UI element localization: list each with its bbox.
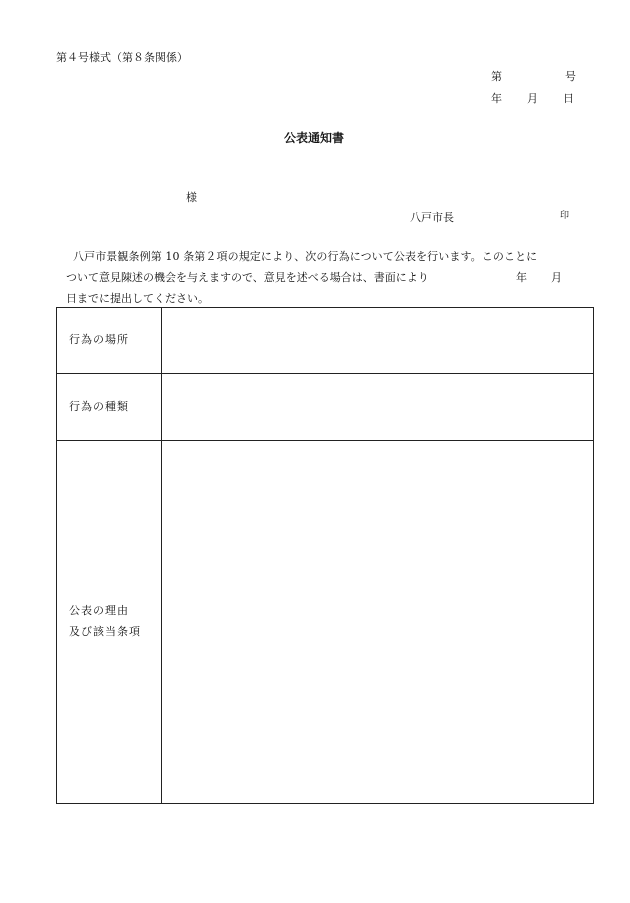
- reason-value-field[interactable]: [162, 441, 594, 804]
- table-row: [57, 374, 594, 441]
- form-number: 第４号様式（第８条関係）: [56, 51, 188, 64]
- document-number-label: 第: [491, 70, 502, 83]
- issue-date-day: 日: [563, 92, 574, 105]
- row-label-reason: [57, 441, 162, 804]
- seal-mark: 印: [560, 211, 570, 221]
- document-title: 公表通知書: [284, 131, 345, 145]
- deadline-year: 年: [516, 271, 527, 284]
- notice-details-table: [56, 307, 594, 804]
- sender-title: 八戸市長: [410, 211, 454, 224]
- body-text-line-2: ついて意見陳述の機会を与えますので、意見を述べる場合は、書面により: [66, 271, 429, 284]
- recipient-honorific: 様: [186, 191, 197, 204]
- body-text-line-3: 日までに提出してください。: [66, 292, 209, 305]
- type-value-field[interactable]: [162, 374, 594, 441]
- location-value-field[interactable]: [162, 308, 594, 374]
- document-number-unit: 号: [565, 70, 576, 83]
- body-text-line-1: 八戸市景観条例第 10 条第２項の規定により、次の行為について公表を行います。このことに: [73, 250, 538, 263]
- issue-date-year: 年: [491, 92, 502, 105]
- table-row: [57, 441, 594, 804]
- deadline-month: 月: [551, 271, 562, 284]
- row-label-reason-line-2: 及び該当条項: [69, 625, 141, 639]
- row-label-reason-line-1: 公表の理由: [69, 604, 129, 618]
- row-label-type: 行為の種類: [57, 374, 162, 441]
- issue-date-month: 月: [527, 92, 538, 105]
- row-label-location: 行為の場所: [57, 308, 162, 374]
- table-row: [57, 308, 594, 374]
